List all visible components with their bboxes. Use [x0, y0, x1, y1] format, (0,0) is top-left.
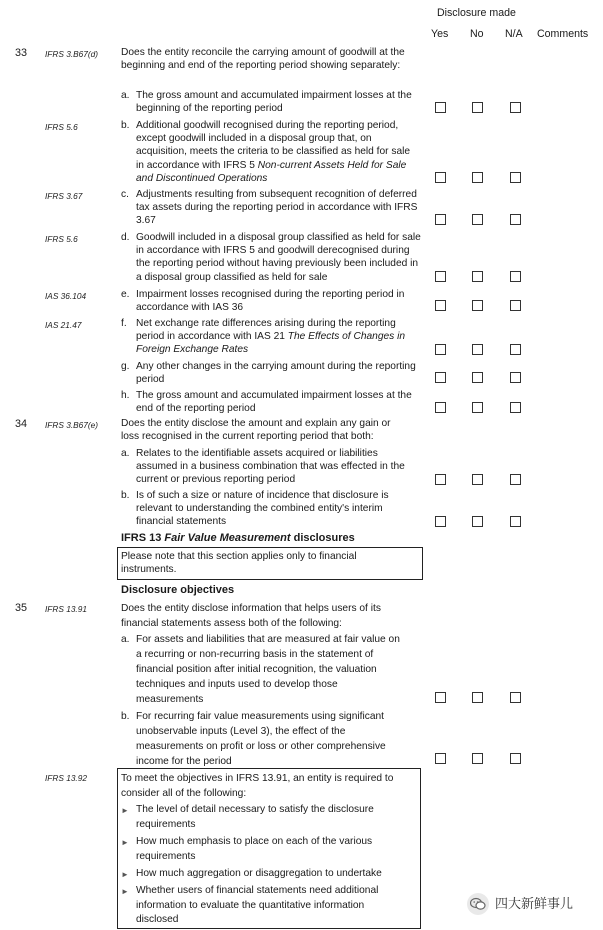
- standard-reference: IAS 36.104: [45, 291, 87, 301]
- sub-item: [121, 389, 418, 415]
- sub-item-text: Any other changes in the carrying amount during the reporting period: [136, 361, 416, 386]
- bullet-text: How much emphasis to place on each of the various requirements: [136, 836, 373, 862]
- sub-item-letter: b.: [121, 120, 130, 131]
- sub-item-text: Net exchange rate differences arising during the reporting period in accordance with IAS 21: [136, 318, 396, 343]
- na-checkbox[interactable]: [510, 516, 521, 527]
- bullet-arrow-icon: ►: [121, 838, 129, 847]
- question-number: 33: [15, 47, 28, 59]
- standard-reference: IFRS 3.B67(e): [45, 420, 99, 430]
- na-column-header: N/A: [505, 28, 523, 40]
- yes-checkbox[interactable]: [435, 692, 446, 703]
- yes-checkbox[interactable]: [435, 474, 446, 485]
- yes-checkbox[interactable]: [435, 271, 446, 282]
- guidance-intro: To meet the objectives in IFRS 13.91, an entity is required to consider all of the following:: [121, 773, 394, 799]
- na-checkbox[interactable]: [510, 300, 521, 311]
- yes-checkbox[interactable]: [435, 300, 446, 311]
- sub-item-text: Is of such a size or nature of incidence that disclosure is relevant to understanding the combined entity's interim financial statements: [136, 490, 389, 528]
- no-checkbox[interactable]: [472, 516, 483, 527]
- no-checkbox[interactable]: [472, 692, 483, 703]
- yes-checkbox[interactable]: [435, 516, 446, 527]
- no-checkbox[interactable]: [472, 753, 483, 764]
- standard-reference: IFRS 5.6: [45, 122, 78, 132]
- na-checkbox[interactable]: [510, 172, 521, 183]
- sub-item: [121, 447, 418, 487]
- sub-item-letter: f.: [121, 318, 127, 329]
- question-number: 35: [15, 602, 28, 614]
- note-text: Please note that this section applies only to financial instruments.: [121, 551, 357, 576]
- standard-reference: IFRS 13.91: [45, 604, 87, 614]
- standard-title: Non-current Assets Held for Sale and Discontinued Operations: [136, 159, 407, 184]
- na-checkbox[interactable]: [510, 344, 521, 355]
- no-checkbox[interactable]: [472, 271, 483, 282]
- sub-item: [121, 489, 418, 529]
- sub-item-text: Impairment losses recognised during the reporting period in accordance with IAS 36: [136, 289, 405, 314]
- guidance-box: [117, 768, 421, 929]
- sub-item-text: The gross amount and accumulated impairment losses at the beginning of the reporting period: [136, 90, 412, 115]
- disclosure-made-header: Disclosure made: [437, 7, 516, 19]
- standard-reference: IFRS 3.67: [45, 191, 83, 201]
- bullet-text: How much aggregation or disaggregation to undertake: [136, 868, 382, 879]
- sub-item-letter: a.: [121, 90, 130, 101]
- no-column-header: No: [470, 28, 484, 40]
- section-title: IFRS 13 Fair Value Measurement disclosures: [121, 532, 355, 544]
- sub-item: [121, 632, 418, 707]
- sub-item-letter: c.: [121, 189, 129, 200]
- standard-reference: IFRS 5.6: [45, 234, 78, 244]
- sub-item-letter: h.: [121, 390, 130, 401]
- standard-reference: IAS 21.47: [45, 320, 82, 330]
- sub-item-text: Relates to the identifiable assets acquired or liabilities assumed in a business combination that was effected in the current or previous reporting period: [136, 448, 405, 486]
- sub-item-text: Additional goodwill recognised during the reporting period, except goodwill included in a disposal group that, on acquisition, meets the criteria to be classified as held for sale in accordance with IFRS 5: [136, 120, 411, 171]
- sub-item-letter: b.: [121, 711, 130, 722]
- sub-item: [121, 288, 418, 314]
- sub-item: [121, 360, 418, 386]
- no-checkbox[interactable]: [472, 172, 483, 183]
- sub-item-text: Goodwill included in a disposal group classified as held for sale in accordance with IFRS 5 and goodwill derecognised during the reporting period without having previously been included in a disposal group classified as held for sale: [136, 232, 421, 283]
- sub-item: [121, 709, 418, 769]
- sub-item-text: Adjustments resulting from subsequent recognition of deferred tax assets during the reporting period in accordance with IFRS 3.67: [136, 189, 418, 227]
- guidance-bullet: [121, 835, 383, 864]
- yes-checkbox[interactable]: [435, 172, 446, 183]
- na-checkbox[interactable]: [510, 753, 521, 764]
- sub-item-letter: d.: [121, 232, 130, 243]
- guidance-bullet: [121, 867, 401, 882]
- no-checkbox[interactable]: [472, 474, 483, 485]
- yes-checkbox[interactable]: [435, 753, 446, 764]
- subsection-title: Disclosure objectives: [121, 584, 235, 596]
- no-checkbox[interactable]: [472, 102, 483, 113]
- sub-item: [121, 89, 418, 115]
- sub-item-text: For assets and liabilities that are measured at fair value on a recurring or non-recurring basis in the statement of financial position after initial recognition, the valuation techniques and inputs used to develop those measurements: [136, 634, 400, 705]
- question-number: 34: [15, 418, 28, 430]
- question-text: Does the entity disclose the amount and explain any gain or loss recognised in the current reporting period that both:: [121, 418, 391, 443]
- yes-column-header: Yes: [431, 28, 449, 40]
- bullet-arrow-icon: ►: [121, 887, 129, 896]
- yes-checkbox[interactable]: [435, 402, 446, 413]
- no-checkbox[interactable]: [472, 300, 483, 311]
- sub-item-letter: a.: [121, 634, 130, 645]
- guidance-bullet: [121, 803, 383, 832]
- na-checkbox[interactable]: [510, 372, 521, 383]
- sub-item-letter: b.: [121, 490, 130, 501]
- na-checkbox[interactable]: [510, 692, 521, 703]
- sub-item-letter: a.: [121, 448, 130, 459]
- sub-item-letter: g.: [121, 361, 130, 372]
- bullet-text: The level of detail necessary to satisfy the disclosure requirements: [136, 804, 374, 830]
- no-checkbox[interactable]: [472, 214, 483, 225]
- yes-checkbox[interactable]: [435, 214, 446, 225]
- yes-checkbox[interactable]: [435, 344, 446, 355]
- no-checkbox[interactable]: [472, 402, 483, 413]
- no-checkbox[interactable]: [472, 344, 483, 355]
- yes-checkbox[interactable]: [435, 102, 446, 113]
- guidance-bullet: [121, 884, 396, 928]
- watermark: [467, 893, 573, 915]
- no-checkbox[interactable]: [472, 372, 483, 383]
- sub-item: [121, 231, 421, 284]
- sub-item-text: The gross amount and accumulated impairment losses at the end of the reporting period: [136, 390, 412, 415]
- sub-item-text: For recurring fair value measurements using significant unobservable inputs (Level 3), the effect of the measurements on profit or loss or other comprehensive income for the period: [136, 711, 386, 767]
- sub-item: [121, 317, 418, 357]
- bullet-text: Whether users of financial statements need additional information to evaluate the quantitative information disclosed: [136, 885, 379, 925]
- sub-item: [121, 119, 418, 185]
- question-text: Does the entity disclose information that helps users of its financial statements assess both of the following:: [121, 603, 381, 629]
- standard-reference: IFRS 13.92: [45, 773, 87, 783]
- na-checkbox[interactable]: [510, 402, 521, 413]
- wechat-icon: [467, 893, 489, 915]
- na-checkbox[interactable]: [510, 214, 521, 225]
- standard-title: The Effects of Changes in Foreign Exchange Rates: [136, 331, 406, 356]
- na-checkbox[interactable]: [510, 271, 521, 282]
- yes-checkbox[interactable]: [435, 372, 446, 383]
- watermark-text: 四大新鲜事儿: [495, 896, 574, 912]
- question-text: Does the entity reconcile the carrying amount of goodwill at the beginning and end of the reporting period showing separately:: [121, 47, 405, 72]
- comments-column-header: Comments: [537, 28, 589, 40]
- sub-item: [121, 188, 418, 228]
- na-checkbox[interactable]: [510, 102, 521, 113]
- bullet-arrow-icon: ►: [121, 806, 129, 815]
- note-box: [117, 547, 423, 580]
- sub-item-letter: e.: [121, 289, 130, 300]
- bullet-arrow-icon: ►: [121, 870, 129, 879]
- na-checkbox[interactable]: [510, 474, 521, 485]
- standard-reference: IFRS 3.B67(d): [45, 49, 99, 59]
